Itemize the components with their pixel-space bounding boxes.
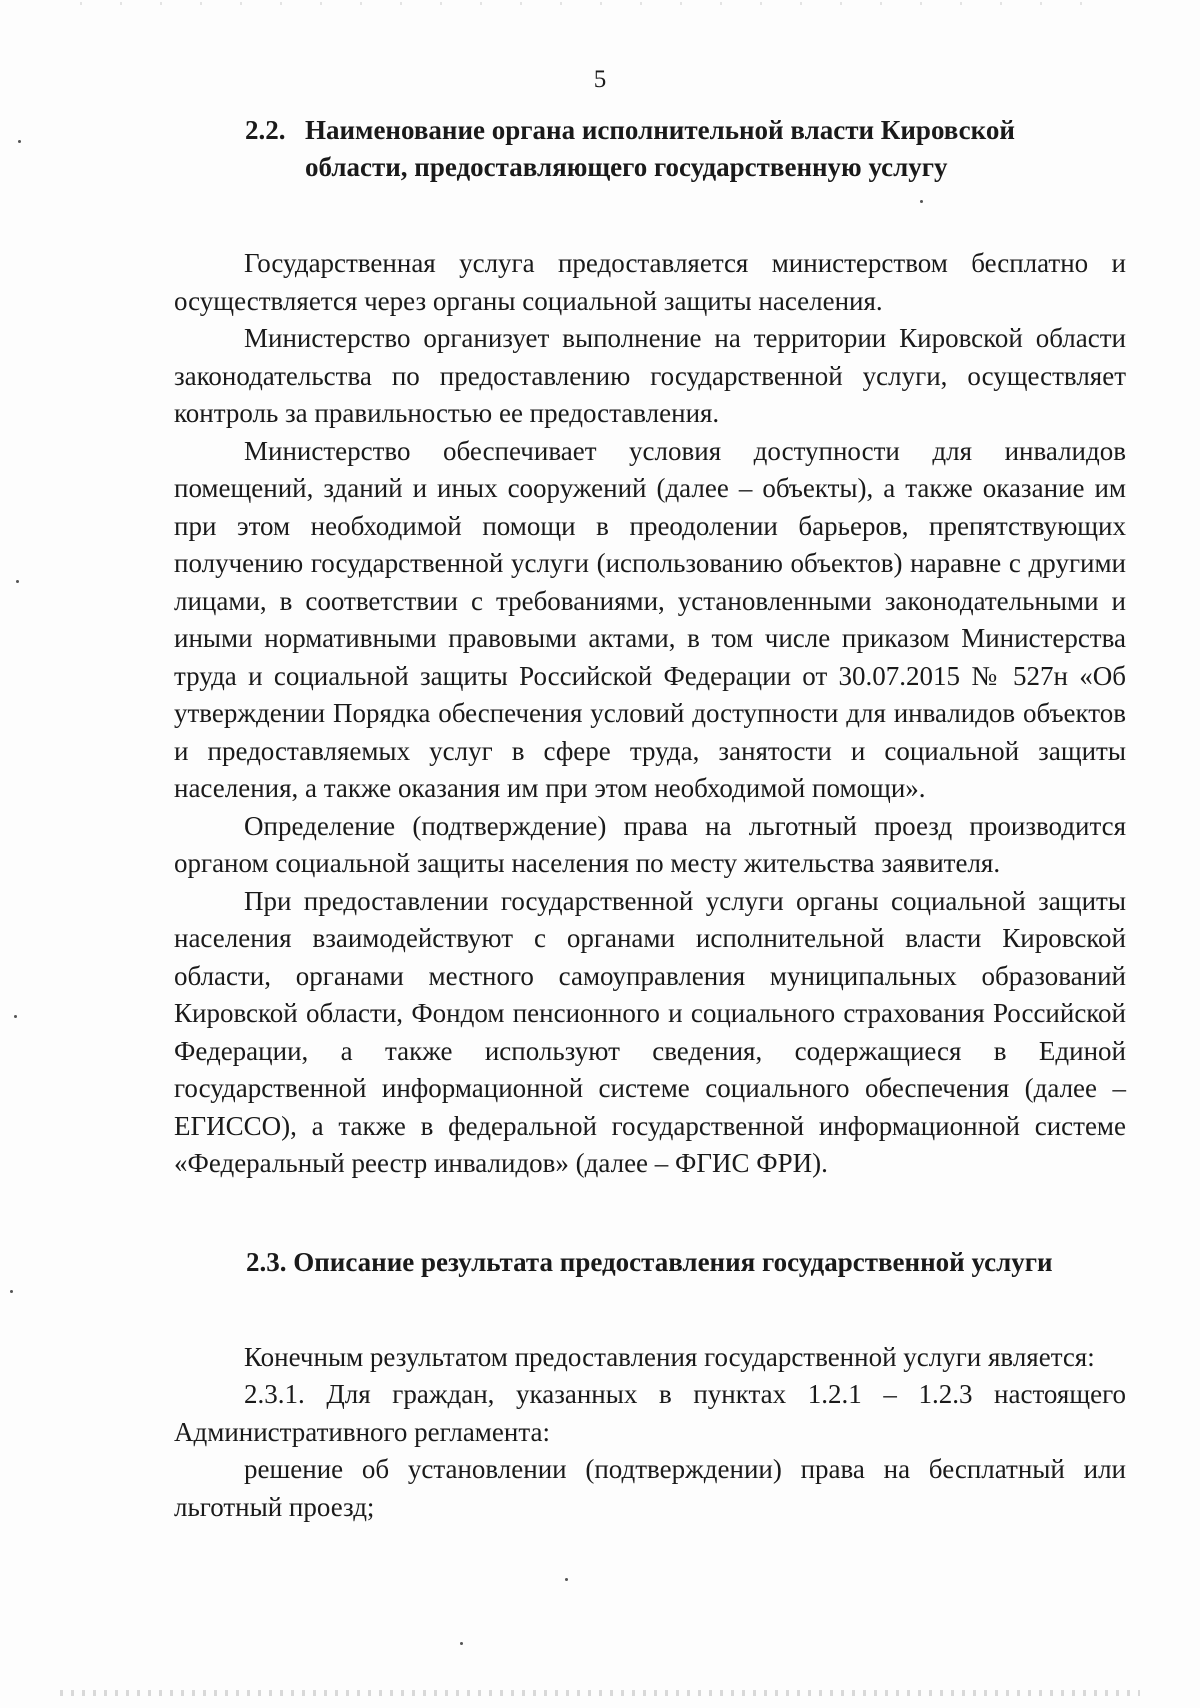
section-2-3-paragraph-1: Конечным результатом предоставления государственной услуги является:: [244, 1341, 1095, 1372]
scan-speck: [16, 580, 19, 583]
scan-speck: [18, 140, 21, 143]
section-2-2-paragraph-4: Определение (подтверждение) права на льготный проезд производится органом социальной защиты населения по месту жительства заявителя.: [174, 810, 1126, 878]
section-2-2-heading-line1: Наименование органа исполнительной власти Кировской: [305, 115, 1015, 145]
scan-speck: [14, 1015, 17, 1018]
section-2-2-paragraph-1: Государственная услуга предоставляется министерством бесплатно и осуществляется через органы социальной защиты населения.: [174, 248, 1126, 316]
scan-artifact-top: [80, 2, 1120, 5]
scan-speck: [460, 1642, 463, 1645]
section-2-3-paragraph-2: 2.3.1. Для граждан, указанных в пунктах 1.2.1 – 1.2.3 настоящего Административного регламента:: [174, 1379, 1126, 1447]
section-2-2-paragraph-5: При предоставлении государственной услуги органы социальной защиты населения взаимодействуют с органами исполнительной власти Кировской области, органами местного самоуправления муниципальных образований Кировской области, Фондом пенсионного и социального страхования Российской Федерации, а также используют сведения, содержащиеся в Единой государственной информационной системе социального обеспечения (далее – ЕГИССО), а также в федеральной государственной информационной системе «Федеральный реестр инвалидов» (далее – ФГИС ФРИ).: [174, 885, 1126, 1178]
document-body: [174, 112, 1126, 1526]
section-2-2-paragraph-2: Министерство организует выполнение на территории Кировской области законодательства по предоставлению государственной услуги, осуществляет контроль за правильностью ее предоставления.: [174, 323, 1126, 428]
section-2-2-heading: [174, 112, 1126, 186]
section-2-2-paragraph-3: Министерство обеспечивает условия доступности для инвалидов помещений, зданий и иных сооружений (далее – объекты), а также оказание им при этом необходимой помощи в преодолении барьеров, препятствующих получению государственной услуги (использованию объектов) наравне с другими лицами, в соответствии с требованиями, установленными законодательными и иными нормативными правовыми актами, в том числе приказом Министерства труда и социальной защиты Российской Федерации от 30.07.2015 № 527н «Об утверждении Порядка обеспечения условий доступности для инвалидов объектов и предоставляемых услуг в сфере труда, занятости и социальной защиты населения, а также оказания им при этом необходимой помощи».: [174, 435, 1126, 803]
section-2-2-heading-line2: области, предоставляющего государственную услугу: [305, 152, 948, 182]
scan-speck: [565, 1578, 568, 1581]
scan-speck: [920, 200, 923, 203]
section-2-2-number: 2.2.: [245, 115, 286, 145]
page-number: 5: [593, 66, 607, 93]
scan-speck: [10, 1290, 13, 1293]
section-2-3-paragraph-3: решение об установлении (подтверждении) права на бесплатный или льготный проезд;: [174, 1454, 1126, 1522]
section-2-3-heading: 2.3. Описание результата предоставления государственной услуги: [246, 1246, 1053, 1277]
scan-artifact-bottom: [60, 1690, 1140, 1696]
